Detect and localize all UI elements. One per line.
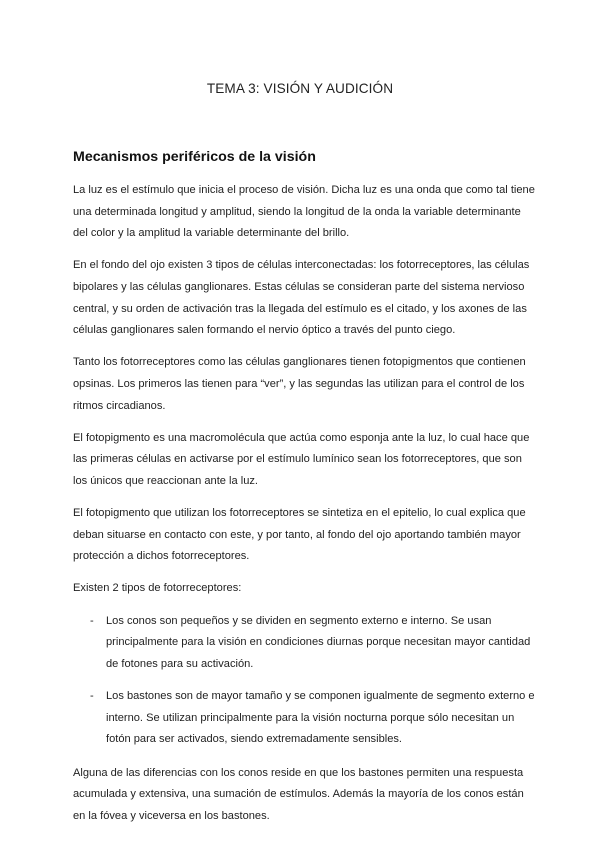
document-body [73,180,535,838]
paragraph-macromolecule: El fotopigmento es una macromolécula que actúa como esponja ante la luz, lo cual hace que las primeras células en activarse por el estímulo lumínico sean los fotorreceptores, que son los únicos que reaccionan ante la luz. [73,431,530,487]
paragraph-photopigments: Tanto los fotorreceptores como las células ganglionares tienen fotopigmentos que contienen opsinas. Los primeros las tienen para “ver”, y las segundas las utilizan para el control de los ritmos circadianos. [73,356,526,412]
section-heading: Mecanismos periféricos de la visión [73,149,316,165]
photoreceptor-list [73,611,535,751]
paragraph-photoreceptor-types: Existen 2 tipos de fotorreceptores: [73,582,242,595]
paragraph-differences: Alguna de las diferencias con los conos reside en que los bastones permiten una respuesta acumulada y extensiva, una sumación de estímulos. Además la mayoría de los conos están en la fóvea y viceversa en los bastones. [73,766,524,822]
list-item-text: Los conos son pequeños y se dividen en segmento externo e interno. Se usan principalmente para la visión en condiciones diurnas porque necesitan mayor cantidad de fotones para su activación. [106,614,531,670]
bullet-marker: - [90,614,94,627]
paragraph-light: La luz es el estímulo que inicia el proceso de visión. Dicha luz es una onda que como tal tiene una determinada longitud y amplitud, siendo la longitud de la onda la variable determinante del color y la amplitud la variable determinante del brillo. [73,184,535,240]
bullet-marker: - [90,690,94,703]
list-item-text: Los bastones son de mayor tamaño y se componen igualmente de segmento externo e interno. Se utilizan principalmente para la visión nocturna porque sólo necesitan un fotón para ser activados, siendo extremadamente sensibles. [106,690,535,746]
list-item-cones [73,611,535,676]
paragraph-eye-cells: En el fondo del ojo existen 3 tipos de células interconectadas: los fotorreceptores, las células bipolares y las células ganglionares. Estas células se consideran parte del sistema nervioso central, y su orden de activación tras la llegada del estímulo es el citado, y los axones de las células ganglionares salen formando el nervio óptico a través del punto ciego. [73,259,530,337]
document-title: TEMA 3: VISIÓN Y AUDICIÓN [206,81,394,96]
list-item-rods [73,686,535,751]
paragraph-epithelium: El fotopigmento que utilizan los fotorreceptores se sintetiza en el epitelio, lo cual explica que deban situarse en contacto con este, y por tanto, al fondo del ojo aportando también mayor protección a dichos fotorreceptores. [73,507,526,563]
